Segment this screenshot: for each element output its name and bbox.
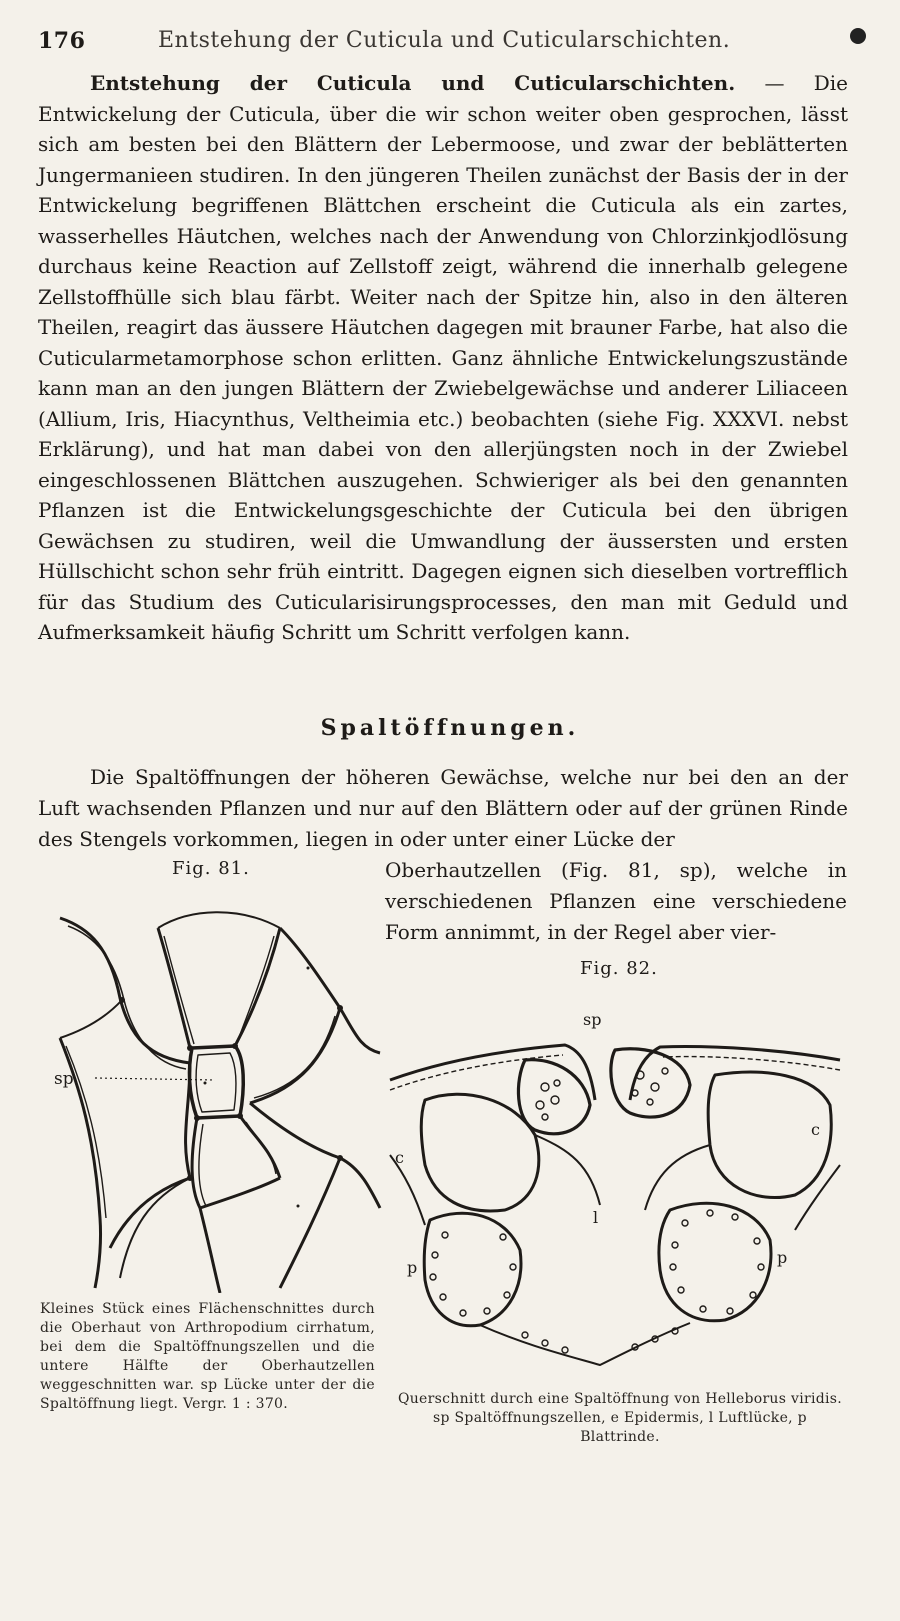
figure-81-sp-marker: sp: [54, 1069, 74, 1089]
figure-81-label: Fig. 81.: [172, 858, 250, 879]
paragraph-cuticula: [38, 68, 848, 648]
running-title: Entstehung der Cuticula und Cuticularschichten.: [158, 28, 731, 53]
paragraph-spaltoeffnungen-wrap: Oberhautzellen (Fig. 81, sp), welche in verschiedenen Pflanzen eine verschiedene Form annimmt, in der Regel aber vier-: [385, 858, 847, 944]
figure-82-p-left-marker: p: [407, 1258, 418, 1277]
figure-81-caption: Kleines Stück eines Flächenschnittes durch die Oberhaut von Arthropodium cirrhatum, bei dem die Spaltöffnungszellen und die untere Hälfte der Oberhautzellen weggeschnitten war. sp Lücke unter der die Spaltöffnung liegt. Vergr. 1 : 370.: [40, 1301, 375, 1412]
section-heading: Spaltöffnungen.: [320, 715, 580, 741]
figure-82-sp-marker: sp: [583, 1010, 602, 1029]
figure-82-c-right-marker: c: [811, 1120, 820, 1139]
paragraph-spaltoeffnungen-lead: Die Spaltöffnungen der höheren Gewächse, welche nur bei den an der Luft wachsenden Pflanzen und nur auf den Blättern oder auf der grünen Rinde des Stengels vorkommen, liegen in oder unter einer Lücke der: [38, 765, 848, 851]
paragraph-cuticula-text: — Die Entwickelung der Cuticula, über die wir schon weiter oben gesprochen, lässt sich am besten bei den Blättern der Lebermoose, und zwar der beblätterten Jungermanieen studiren. In den jüngeren Theilen zunächst der Basis der in der Entwickelung begriffenen Blättchen erscheint die Cuticula als ein zartes, wasserhelles Häutchen, welches nach der Anwendung von Chlorzinkjodlösung durchaus keine Reaction auf Zellstoff zeigt, während die innerhalb gelegene Zellstoffhülle sich blau färbt. Weiter nach der Spitze hin, also in den älteren Theilen, reagirt das äussere Häutchen dagegen mit brauner Farbe, hat also die Cuticularmetamorphose schon erlitten. Ganz ähnliche Entwickelungszustände kann man an den jungen Blättern der Zwiebelgewächse und anderer Liliaceen (Allium, Iris, Hiacynthus, Veltheimia etc.) beobachten (siehe Fig. XXXVI. nebst Erklärung), und hat man dabei von den allerjüngsten noch in der Zwiebel eingeschlossenen Blättchen auszugehen. Schwieriger als bei den genannten Pflanzen ist die Entwickelungsgeschichte der Cuticula bei den übrigen Gewächsen zu studiren, weil die Umwandlung der äussersten und ersten Hüllschicht schon sehr früh eintritt. Dagegen eignen sich dieselben vortrefflich für das Studium des Cuticularisirungsprocesses, den man mit Geduld und Aufmerksamkeit häufig Schritt um Schritt verfolgen kann.: [38, 71, 848, 644]
figure-82-caption: Querschnitt durch eine Spaltöffnung von Helleborus viridis. sp Spaltöffnungszellen, e Epidermis, l Luftlücke, p Blattrinde.: [397, 1391, 843, 1445]
figure-82-p-right-marker: p: [777, 1248, 788, 1267]
run-in-heading: Entstehung der Cuticula und Cuticularschichten.: [90, 71, 736, 95]
figure-82-c-left-marker: c: [395, 1148, 404, 1167]
running-head: [38, 28, 838, 58]
figure-82-l-marker: l: [593, 1208, 599, 1227]
figure-81-epidermis-illustration: [40, 888, 385, 1293]
figure-82-label: Fig. 82.: [580, 958, 658, 979]
figure-82-stoma-cross-section: [385, 1005, 845, 1375]
page-number: 176: [38, 28, 86, 54]
ink-blot-mark: [850, 28, 866, 44]
